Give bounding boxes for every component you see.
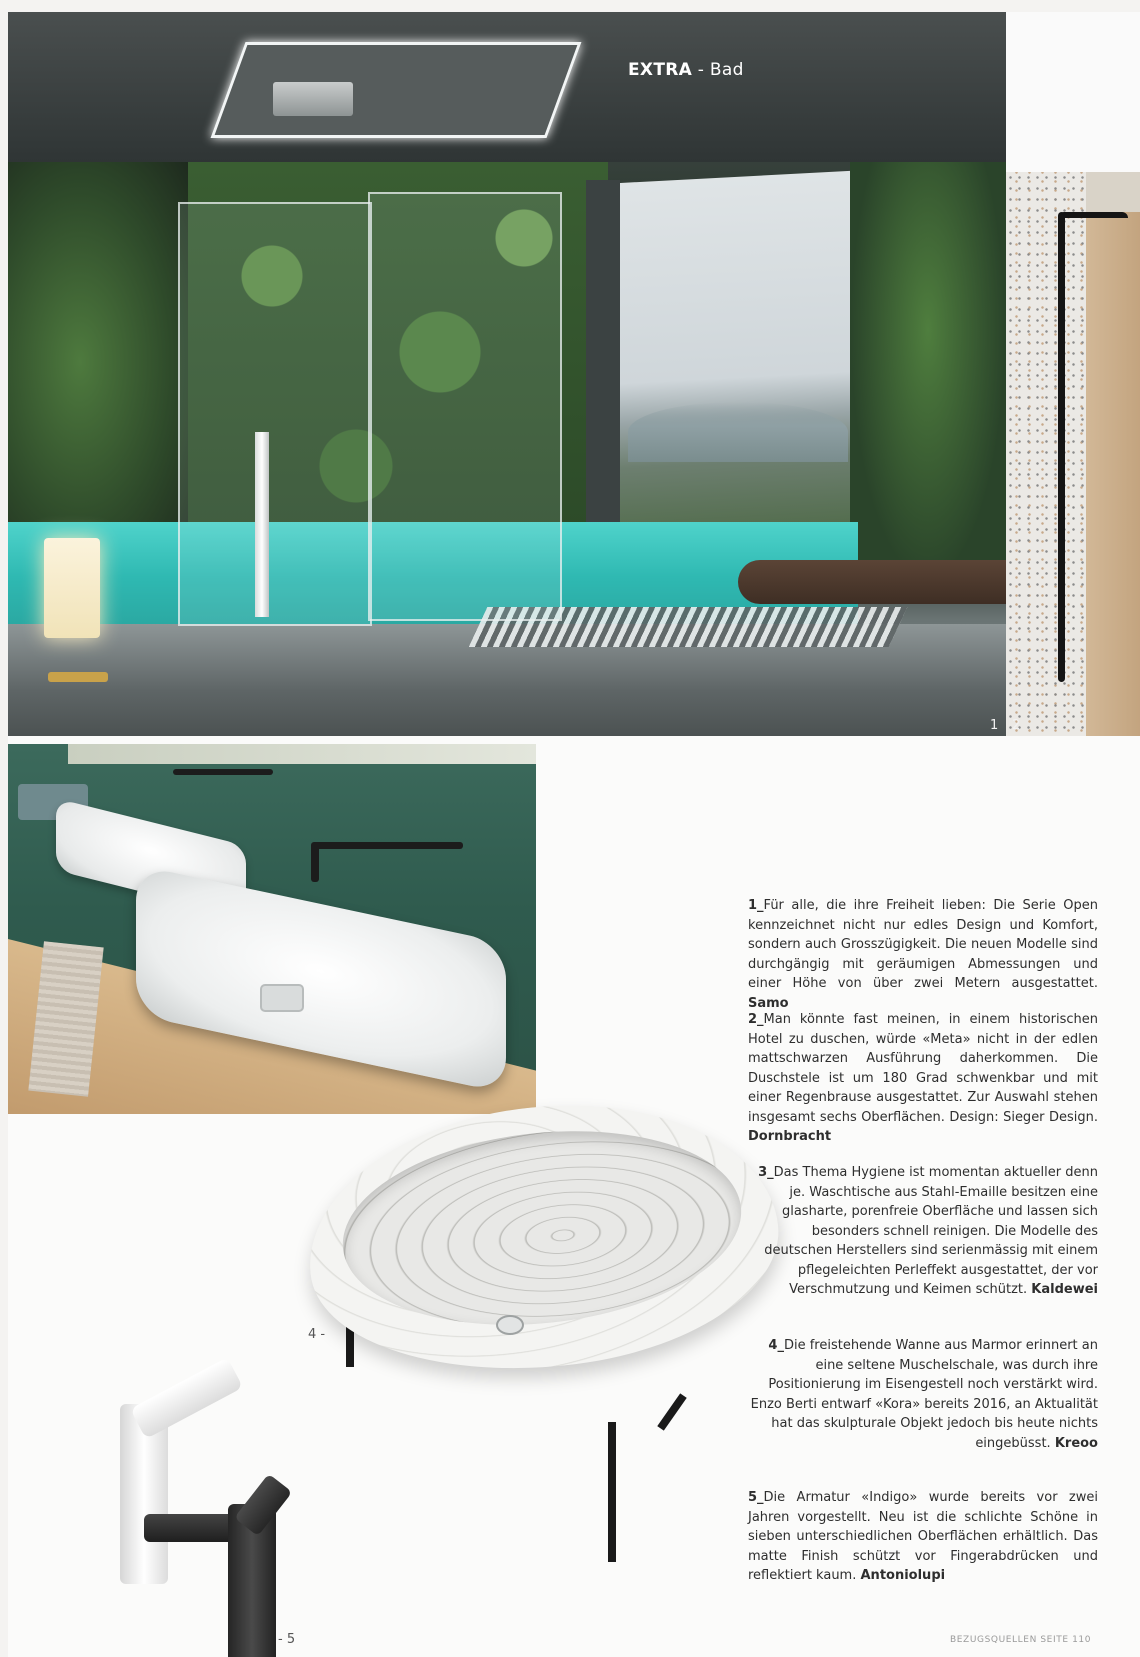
floor-lamp (44, 538, 100, 638)
caption-3 (753, 1163, 1098, 1300)
brand-name: Dornbracht (748, 1129, 832, 1144)
caption-text: Die freistehende Wanne aus Marmor erinnert an eine seltene Muschelschale, was durch ihre Positionierung im Eisengestell noch verstärkt wird. Enzo Berti entwarf «Kora» bereits 2016, an Aktualität hat das skulpturale Objekt jedoch bis heute nichts eingebüsst. (750, 1338, 1098, 1451)
page-footer-source-ref: BEZUGSQUELLEN SEITE 110 (950, 1635, 1092, 1645)
wood-panel (1086, 212, 1140, 736)
photo-washbasins (8, 744, 536, 1114)
brand-name: Kaldewei (1031, 1282, 1098, 1297)
tub-drain (496, 1315, 524, 1335)
section-separator: - (692, 60, 710, 80)
floor-lamp-base (48, 672, 108, 682)
caption-number: 5_ (748, 1490, 764, 1505)
green-wall-left (8, 162, 188, 562)
terrazzo-wall (1006, 172, 1086, 736)
faucet-white-handle (130, 1357, 243, 1439)
photo-black-shower (1006, 12, 1140, 736)
brand-name: Kreoo (1054, 1435, 1098, 1451)
caption-number: 1_ (748, 898, 764, 913)
caption-number: 2_ (748, 1012, 764, 1027)
marble-bathtub (308, 1107, 778, 1367)
brand-name: Samo (748, 995, 789, 1011)
shower-column (1058, 212, 1065, 682)
pillar (586, 180, 620, 570)
caption-number: 3_ (758, 1165, 774, 1180)
window-landscape (618, 171, 850, 548)
section-topic: Bad (709, 60, 744, 80)
tub-leg-front (608, 1422, 616, 1562)
glass-panel-right (368, 192, 562, 621)
caption-number: 4_ (768, 1338, 784, 1353)
figure-number-4: 4 - (308, 1327, 326, 1342)
caption-text: Für alle, die ihre Freiheit lieben: Die Serie Open kennzeichnet nicht nur edles Design und Komfort, sondern auch Grosszügigkeit. Die neuen Modelle sind durchgängig mit geräumigen Abmessungen und einer Höhe von über zwei Metern ausgestattet. (748, 898, 1098, 991)
caption-text: Man könnte fast meinen, in einem historischen Hotel zu duschen, würde «Meta» nicht in der edlen mattschwarzen Ausführung daherkommen. Die Duschstele ist um 180 Grad schwenkbar und mit einer Regenbrause ausgestattet. Zur Auswahl stehen insgesamt sechs Oberflächen. Design: Sieger Design. (748, 1012, 1098, 1125)
section-name: EXTRA (628, 60, 693, 80)
tub-leg-brace (657, 1393, 686, 1430)
caption-1 (748, 896, 1098, 1013)
window-strip (68, 744, 536, 764)
figure-number-5: - 5 (278, 1632, 296, 1647)
misty-hills (628, 402, 848, 462)
magazine-page (8, 12, 1140, 1657)
caption-5 (748, 1488, 1098, 1586)
figure-number-2: 2 (1012, 718, 1021, 733)
wall-tap-front (313, 842, 463, 849)
caption-2 (748, 1010, 1098, 1147)
caption-text: Die Armatur «Indigo» wurde bereits vor zwei Jahren vorgestellt. Neu ist die schlichte Schöne in sieben unterschiedlichen Oberflächen erhältlich. Das matte Finish schützt vor Fingerabdrücken und reflektiert kaum. (748, 1490, 1098, 1583)
wooden-bench (738, 560, 1006, 604)
green-wall-right (850, 162, 1006, 582)
figure-number-1: 1 (990, 718, 999, 733)
caption-4 (748, 1336, 1098, 1453)
caption-text: Das Thema Hygiene ist momentan aktueller denn je. Waschtische aus Stahl-Emaille besitzen eine glasharte, porenfreie Oberfläche und lassen sich besonders schnell reinigen. Die Modelle des deutschen Herstellers sind serienmässig mit einem pflegeleichten Perleffekt ausgestattet, der vor Verschmutzung und Keimen schützt. (764, 1165, 1098, 1297)
rain-shower-head (273, 82, 353, 116)
section-header (628, 60, 744, 80)
glass-panel-left (178, 202, 372, 626)
basin-drain (260, 984, 304, 1012)
brand-name: Antoniolupi (860, 1568, 946, 1583)
wall-tap-back (173, 769, 273, 775)
ceiling-light-frame (211, 42, 582, 138)
shower-mixer-column (255, 432, 269, 617)
shower-arm (1058, 212, 1128, 218)
photo-shower-pool (8, 12, 1006, 736)
